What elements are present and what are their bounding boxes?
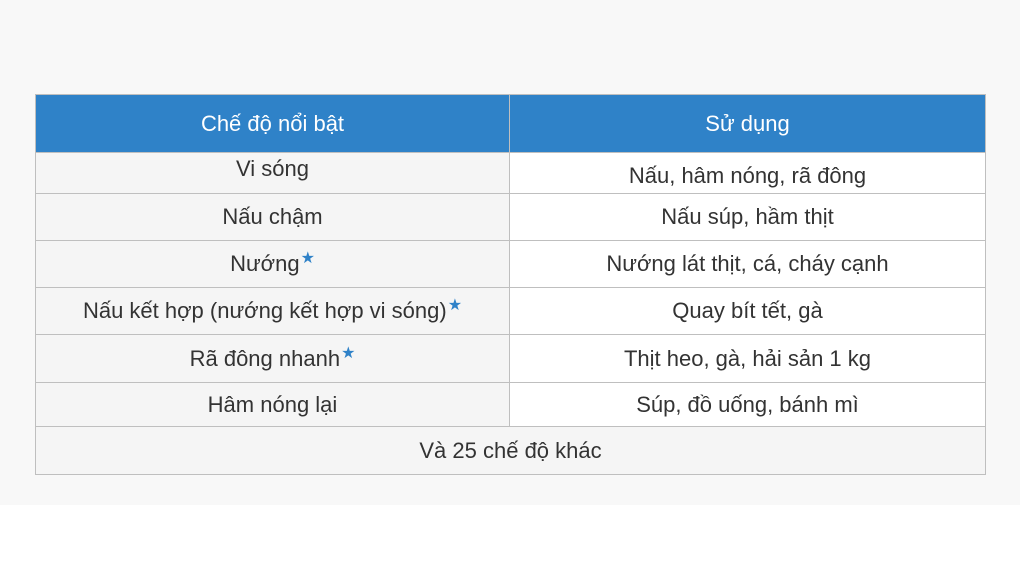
usage-label: Nấu súp, hầm thịt — [661, 204, 834, 229]
mode-cell — [36, 288, 510, 335]
usage-cell — [510, 194, 986, 241]
mode-label: Vi sóng — [236, 156, 309, 181]
mode-label: Rã đông nhanh — [189, 345, 341, 371]
mode-cell — [36, 383, 510, 427]
mode-label: Hâm nóng lại — [207, 391, 338, 417]
other-modes-note: Và 25 chế độ khác — [36, 427, 986, 475]
star-icon: ★ — [447, 297, 463, 314]
cooking-modes-table — [35, 94, 986, 475]
table-row — [36, 194, 986, 241]
mode-label: Nấu chậm — [222, 204, 323, 229]
usage-cell — [510, 288, 986, 335]
star-icon: ★ — [341, 344, 356, 362]
mode-cell — [36, 194, 510, 241]
usage-label: Súp, đồ uống, bánh mì — [636, 391, 859, 417]
mode-cell — [36, 241, 510, 288]
mode-cell — [36, 153, 510, 194]
table-row — [36, 335, 986, 383]
star-icon: ★ — [300, 250, 315, 267]
table-footer-row — [36, 427, 986, 475]
mode-label: Nấu kết hợp (nướng kết hợp vi sóng) — [82, 298, 447, 323]
header-usage: Sử dụng — [510, 95, 986, 153]
mode-cell — [36, 335, 510, 383]
usage-label: Nấu, hâm nóng, rã đông — [628, 163, 867, 188]
table-row — [36, 288, 986, 335]
mode-label: Nướng — [230, 251, 300, 276]
table-row — [36, 241, 986, 288]
usage-label: Thịt heo, gà, hải sản 1 kg — [623, 345, 872, 371]
usage-label: Quay bít tết, gà — [672, 298, 823, 323]
usage-cell — [510, 153, 986, 194]
table-header-row — [36, 95, 986, 153]
usage-cell — [510, 241, 986, 288]
usage-cell — [510, 335, 986, 383]
table-row — [36, 383, 986, 427]
usage-cell — [510, 383, 986, 427]
usage-label: Nướng lát thịt, cá, cháy cạnh — [606, 251, 889, 276]
table-row — [36, 153, 986, 194]
header-featured-modes: Chế độ nổi bật — [36, 95, 510, 153]
